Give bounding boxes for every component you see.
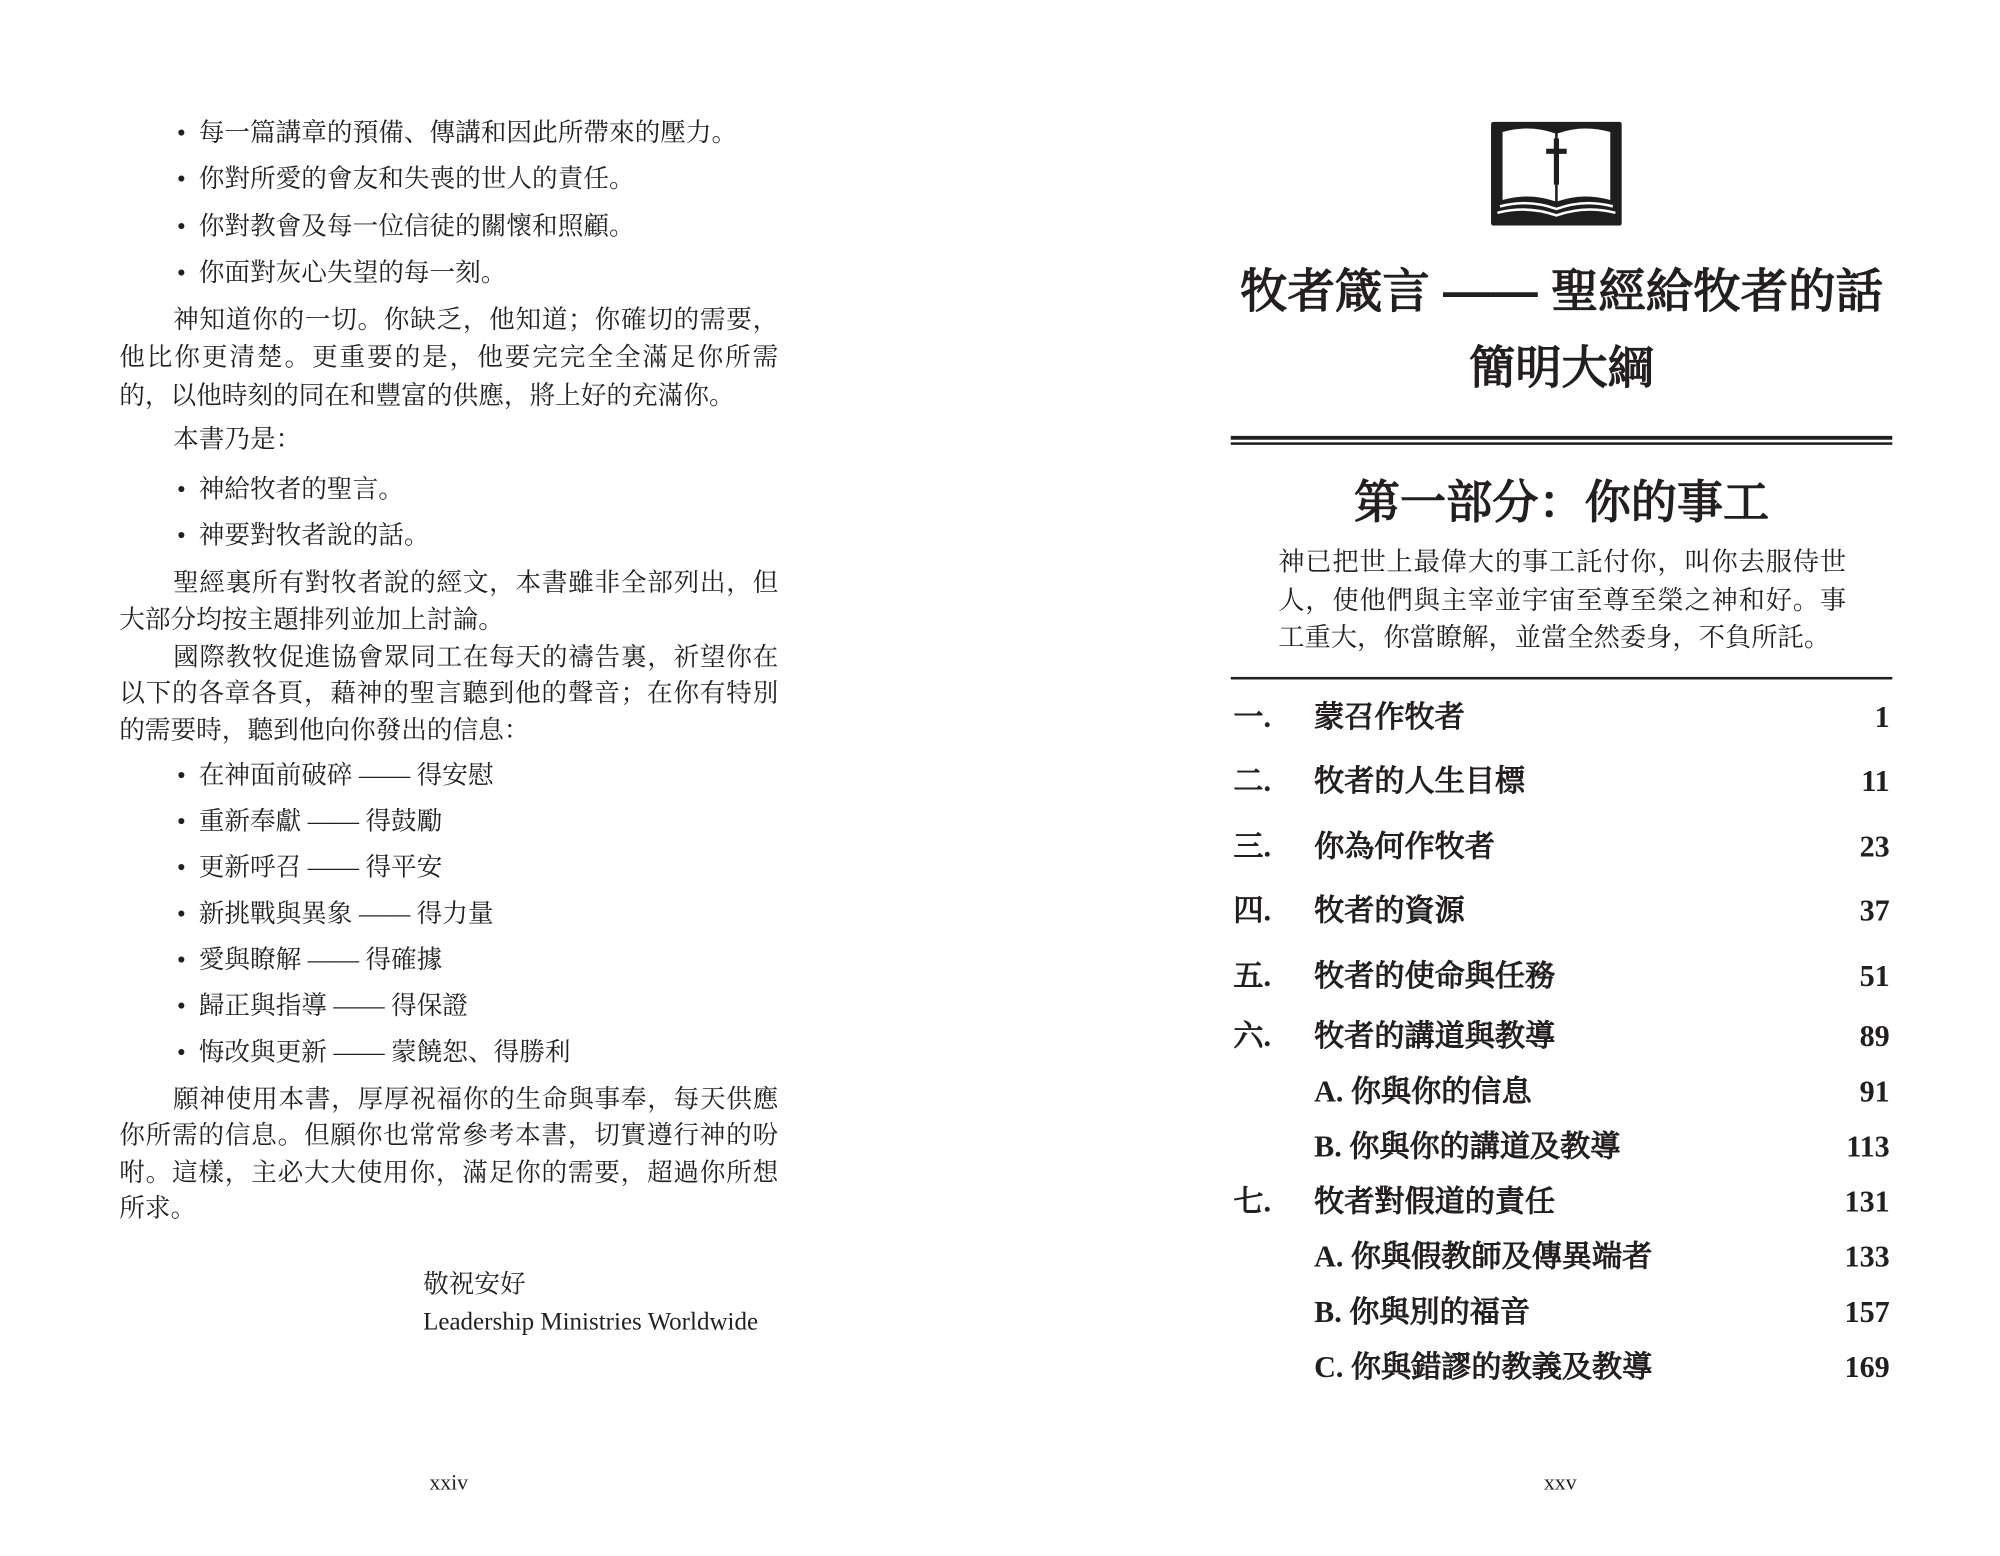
toc-subentry-row xyxy=(1231,1285,1893,1340)
toc-title: 蒙召作牧者 xyxy=(1314,700,1465,735)
toc-chapter-row xyxy=(1231,880,1893,945)
toc-title: 牧者對假道的責任 xyxy=(1314,1185,1556,1219)
bullet-item: • 神給牧者的聖言。 xyxy=(177,467,780,513)
paragraph-god-knows xyxy=(119,302,778,415)
bullet-item: • 更新呼召 —— 得平安 xyxy=(177,845,780,891)
page-number: xxv xyxy=(1543,1470,1577,1495)
toc-title: C. 你與錯謬的教義及教導 xyxy=(1314,1350,1653,1385)
book-purpose-bullet-list xyxy=(177,467,780,559)
closing-greeting: 敬祝安好 xyxy=(423,1270,526,1299)
paragraph-blessing xyxy=(119,1081,778,1227)
closing-block xyxy=(423,1265,758,1342)
bullet-item: • 愛與瞭解 —— 得確據 xyxy=(177,937,780,983)
toc-subentry-row xyxy=(1231,1230,1893,1285)
bullet-item: • 你對所愛的會友和失喪的世人的責任。 xyxy=(177,157,780,204)
page-number: xxiv xyxy=(429,1470,469,1495)
paragraph-this-book-is xyxy=(119,421,778,458)
bullet-item: • 歸正與指導 —— 得保證 xyxy=(177,983,780,1029)
toc-title: A. 你與假教師及傳異端者 xyxy=(1314,1240,1653,1274)
bullet-item: • 每一篇講章的預備、傳講和因此所帶來的壓力。 xyxy=(177,110,780,157)
blessings-bullet-list xyxy=(177,753,780,1076)
paragraph-line: 以下的各章各頁，藉神的聖言聽到他的聲音；在你有特別 xyxy=(119,679,779,708)
toc-page: 133 xyxy=(1844,1240,1890,1274)
toc-title: 牧者的使命與任務 xyxy=(1314,960,1556,994)
toc-number: 四. xyxy=(1233,895,1271,929)
paragraph-line: 大部分均按主題排列並加上討論。 xyxy=(119,605,504,634)
signature: Leadership Ministries Worldwide xyxy=(423,1308,759,1336)
paragraph-line: 他比你更清楚。更重要的是，他要完完全全滿足你所需 xyxy=(119,343,779,372)
toc-chapter-row xyxy=(1231,815,1893,880)
toc-subentry-row xyxy=(1231,1120,1893,1175)
toc-page: 37 xyxy=(1859,895,1890,929)
toc-number: 二. xyxy=(1233,765,1271,800)
bullet-item: • 新挑戰與異象 —— 得力量 xyxy=(177,891,780,937)
toc-page: 131 xyxy=(1844,1185,1890,1219)
toc-page: 113 xyxy=(1846,1130,1890,1164)
toc-title: B. 你與你的講道及教導 xyxy=(1314,1130,1621,1164)
toc-chapter-row xyxy=(1231,1175,1893,1230)
toc-title: B. 你與別的福音 xyxy=(1314,1295,1531,1330)
paragraph-line: 你所需的信息。但願你也常常參考本書，切實遵行神的吩 xyxy=(119,1121,779,1150)
right-page xyxy=(1000,0,2000,1555)
toc-page: 169 xyxy=(1844,1350,1890,1385)
toc-chapter-row xyxy=(1231,945,1893,1010)
toc-number: 五. xyxy=(1233,960,1271,994)
bullet-item: • 你對教會及每一位信徒的關懷和照顧。 xyxy=(177,204,780,251)
toc-subentry-row xyxy=(1231,1341,1893,1396)
toc-page: 51 xyxy=(1859,960,1890,994)
bullet-item: • 在神面前破碎 —— 得安慰 xyxy=(177,753,780,799)
paragraph-line: 本書乃是： xyxy=(173,424,302,454)
toc-page: 11 xyxy=(1861,765,1890,800)
paragraph-line: 的需要時，聽到他向你發出的信息： xyxy=(119,716,530,745)
bullet-item: • 重新奉獻 —— 得鼓勵 xyxy=(177,799,780,845)
bullet-item: • 悔改與更新 —— 蒙饒恕、得勝利 xyxy=(177,1029,780,1075)
book-subtitle: 簡明大綱 xyxy=(1469,341,1654,394)
toc-chapter-row xyxy=(1231,685,1893,750)
toc-subentry-row xyxy=(1231,1065,1893,1120)
intro-line: 人，使他們與主宰並宇宙至尊至榮之神和好。事 xyxy=(1278,586,1847,615)
bullet-item: • 你面對灰心失望的每一刻。 xyxy=(177,250,780,297)
paragraph-line: 國際教牧促進協會眾同工在每天的禱告裏，祈望你在 xyxy=(173,642,779,672)
section-heading: 第一部分：你的事工 xyxy=(1353,476,1770,529)
paragraph-scriptures xyxy=(119,565,778,639)
toc-title: 牧者的資源 xyxy=(1314,895,1465,929)
bullet-item: • 神要對牧者說的話。 xyxy=(177,513,780,559)
double-rule-divider xyxy=(1231,436,1893,445)
toc-page: 1 xyxy=(1874,700,1890,735)
toc-page: 23 xyxy=(1859,830,1890,864)
toc-title: A. 你與你的信息 xyxy=(1314,1075,1532,1109)
paragraph-line: 聖經裏所有對牧者說的經文，本書雖非全部列出，但 xyxy=(173,568,779,597)
toc-number: 六. xyxy=(1233,1020,1271,1054)
paragraph-line: 願神使用本書，厚厚祝福你的生命與事奉，每天供應 xyxy=(173,1085,779,1114)
toc-chapter-row xyxy=(1231,1010,1893,1065)
toc-page: 89 xyxy=(1859,1020,1890,1054)
table-of-contents xyxy=(1231,685,1893,1395)
book-title: 牧者箴言 —— 聖經給牧者的話 xyxy=(1240,265,1884,318)
left-page xyxy=(0,0,1000,1555)
toc-title: 牧者的人生目標 xyxy=(1314,765,1525,800)
open-bible-icon xyxy=(1491,122,1622,226)
toc-title: 牧者的講道與教導 xyxy=(1314,1020,1556,1054)
paragraph-prayer xyxy=(119,639,778,749)
toc-number: 一. xyxy=(1233,700,1271,735)
intro-line: 神已把世上最偉大的事工託付你，叫你去服侍世 xyxy=(1278,548,1847,577)
burden-bullet-list xyxy=(177,110,780,297)
paragraph-line: 咐。這樣，主必大大使用你，滿足你的需要，超過你所想 xyxy=(119,1158,779,1187)
paragraph-line: 所求。 xyxy=(119,1194,197,1224)
toc-page: 157 xyxy=(1844,1295,1890,1330)
rule-divider xyxy=(1231,677,1893,680)
toc-number: 七. xyxy=(1233,1185,1271,1219)
paragraph-line: 的，以他時刻的同在和豐富的供應，將上好的充滿你。 xyxy=(119,381,735,410)
paragraph-line: 神知道你的一切。你缺乏，他知道；你確切的需要， xyxy=(173,305,779,334)
toc-chapter-row xyxy=(1231,750,1893,815)
intro-line: 工重大，你當瞭解，並當全然委身，不負所託。 xyxy=(1278,624,1831,653)
toc-number: 三. xyxy=(1233,830,1271,864)
toc-page: 91 xyxy=(1859,1075,1890,1109)
section-intro xyxy=(1278,545,1846,658)
toc-title: 你為何作牧者 xyxy=(1314,830,1495,864)
